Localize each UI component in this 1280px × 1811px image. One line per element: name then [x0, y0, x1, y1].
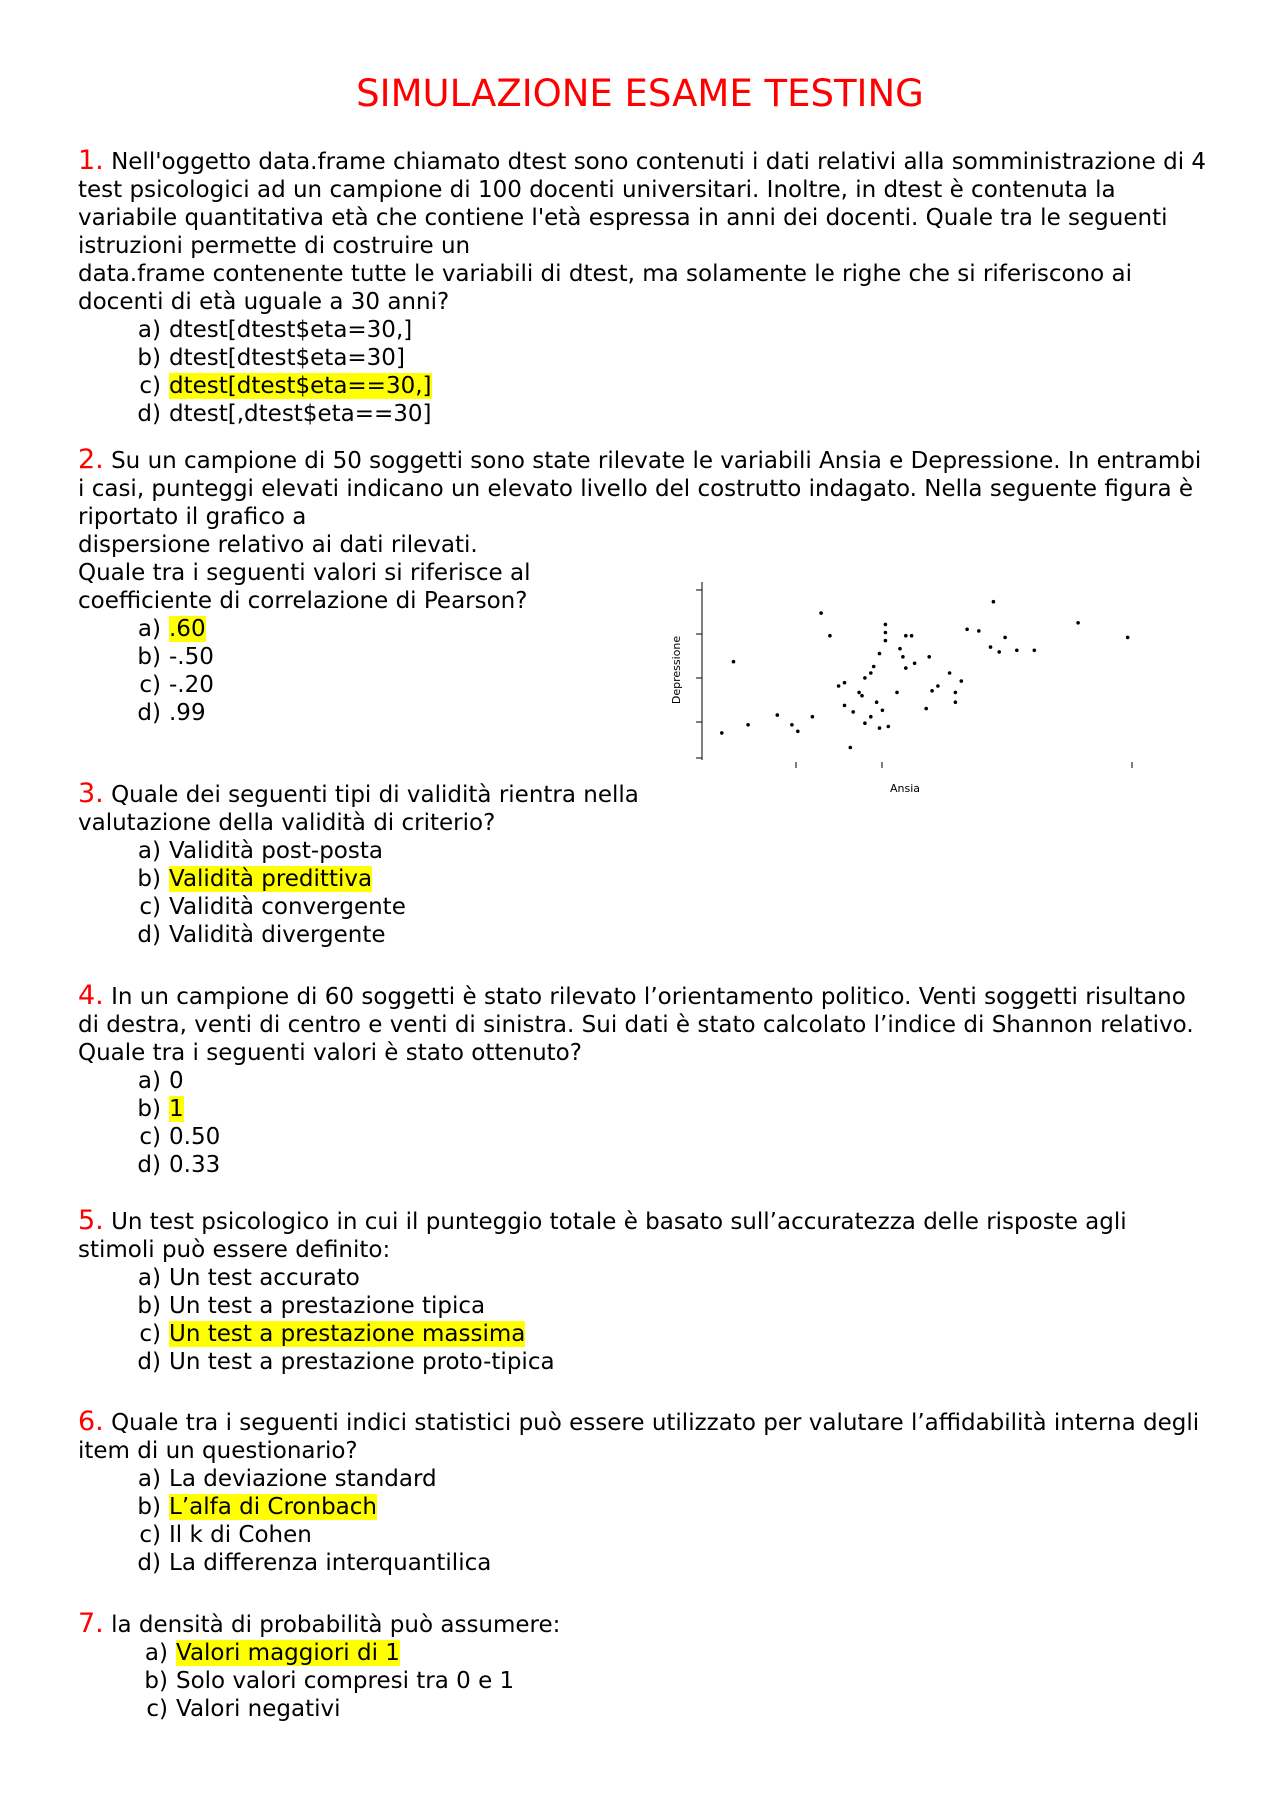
answer-option-a[interactable]: a) .60 — [137, 616, 206, 642]
scatter-point-27 — [884, 623, 888, 627]
answer-option-d[interactable]: d) dtest[,dtest$eta==30] — [137, 401, 432, 427]
answer-option-b[interactable]: b) Un test a prestazione tipica — [137, 1293, 486, 1319]
question-text: 4. In un campione di 60 soggetti è stato rilevato l’orientamento politico. Venti soggetti risultano di destra, venti di centro e venti di sinistra. Sui dati è stato calcolato l’indice di Shannon relativo. Quale tra i seguenti valori è stato ottenuto? — [78, 980, 1194, 1066]
scatter-point-20 — [869, 671, 873, 675]
question-number: 6. — [78, 1406, 104, 1437]
answer-options — [78, 1264, 1208, 1376]
answer-option-a[interactable]: a) dtest[dtest$eta=30,] — [137, 317, 413, 343]
scatter-point-29 — [887, 725, 891, 729]
question-1 — [78, 147, 1208, 428]
question-3 — [78, 780, 698, 949]
question-6 — [78, 1408, 1208, 1577]
scatter-point-35 — [910, 634, 914, 638]
correct-answer-highlight: L’alfa di Cronbach — [169, 1494, 377, 1520]
answer-option-c[interactable]: c) Valori negativi — [146, 1696, 341, 1722]
scatter-point-22 — [875, 700, 879, 704]
scatter-point-38 — [927, 655, 931, 659]
correct-answer-highlight: dtest[dtest$eta==30,] — [169, 373, 432, 399]
question-5 — [78, 1207, 1208, 1376]
scatter-point-41 — [948, 671, 952, 675]
answer-option-d[interactable]: d) 0.33 — [137, 1152, 221, 1178]
answer-option-a[interactable]: a) La deviazione standard — [137, 1466, 437, 1492]
scatter-point-43 — [954, 700, 958, 704]
scatter-point-34 — [904, 634, 908, 638]
scatter-point-9 — [828, 634, 832, 638]
question-text-continued: dispersione relativo ai dati rilevati. — [78, 532, 478, 558]
answer-option-b[interactable]: b) 1 — [137, 1096, 184, 1122]
scatter-point-32 — [901, 655, 905, 659]
scatter-point-30 — [895, 691, 899, 695]
answer-option-b[interactable]: b) -.50 — [137, 644, 214, 670]
scatter-point-10 — [837, 684, 841, 688]
answer-option-d[interactable]: d) .99 — [137, 700, 206, 726]
scatter-point-31 — [898, 647, 902, 651]
question-number: 4. — [78, 980, 104, 1011]
scatter-point-19 — [869, 715, 873, 719]
scatter-point-52 — [1033, 649, 1037, 653]
question-text: 5. Un test psicologico in cui il punteggio totale è basato sull’accuratezza delle risposte agli stimoli può essere definito: — [78, 1205, 1127, 1263]
answer-option-c[interactable]: c) 0.50 — [139, 1124, 221, 1150]
answer-option-b[interactable]: b) Validità predittiva — [137, 866, 373, 892]
scatter-points — [720, 600, 1130, 749]
answer-option-c[interactable]: c) dtest[dtest$eta==30,] — [139, 373, 432, 399]
page-title: SIMULAZIONE ESAME TESTING — [356, 72, 924, 115]
scatter-point-15 — [857, 691, 861, 695]
scatter-point-39 — [930, 689, 934, 693]
scatter-point-46 — [977, 629, 981, 633]
scatter-point-50 — [1003, 636, 1007, 640]
question-text: 7. la densità di probabilità può assumere: — [78, 1608, 561, 1639]
scatter-point-44 — [960, 679, 964, 683]
scatter-point-37 — [924, 707, 928, 711]
x-axis-label: Ansia — [889, 782, 921, 795]
answer-option-c[interactable]: c) Un test a prestazione massima — [139, 1321, 526, 1347]
answer-option-d[interactable]: d) Validità divergente — [137, 922, 386, 948]
answer-option-c[interactable]: c) -.20 — [139, 672, 214, 698]
question-text: 1. Nell'oggetto data.frame chiamato dtest sono contenuti i dati relativi alla somministrazione di 4 test psicologici ad un campione di 100 docenti universitari. Inoltre, in dtest è contenuta la variabile quantitativa età che contiene l'età espressa in anni dei docenti. Quale tra le seguenti istruzioni permette di costruire un — [78, 145, 1207, 259]
answer-option-c[interactable]: c) Validità convergente — [139, 894, 406, 920]
answer-options — [78, 1639, 1208, 1723]
scatter-point-36 — [913, 662, 917, 666]
scatter-point-24 — [878, 652, 882, 656]
scatter-point-33 — [904, 666, 908, 670]
question-number: 3. — [78, 778, 104, 809]
question-text-continued: data.frame contenente tutte le variabili di dtest, ma solamente le righe che si riferiscono ai docenti di età uguale a 30 anni? — [78, 261, 1132, 315]
scatter-point-2 — [732, 660, 736, 664]
scatter-point-6 — [796, 730, 800, 734]
question-text: 3. Quale dei seguenti tipi di validità rientra nella valutazione della validità di criterio? — [78, 778, 639, 836]
correct-answer-highlight: Valori maggiori di 1 — [176, 1640, 400, 1666]
scatter-point-12 — [843, 704, 847, 708]
scatter-point-26 — [884, 631, 888, 635]
y-axis-label: Depressione — [670, 635, 683, 705]
answer-option-b[interactable]: b) L’alfa di Cronbach — [137, 1494, 377, 1520]
answer-options — [78, 1067, 1208, 1179]
scatter-point-1 — [720, 731, 724, 735]
scatter-point-25 — [881, 709, 885, 713]
question-number: 1. — [78, 145, 104, 176]
correct-answer-highlight: 1 — [169, 1096, 184, 1122]
scatter-point-16 — [860, 694, 864, 698]
correct-answer-highlight: Validità predittiva — [169, 866, 373, 892]
answer-option-a[interactable]: a) 0 — [137, 1068, 184, 1094]
scatter-point-5 — [790, 723, 794, 727]
answer-option-d[interactable]: d) Un test a prestazione proto-tipica — [137, 1349, 555, 1375]
scatter-point-7 — [811, 715, 815, 719]
answer-option-a[interactable]: a) Validità post-posta — [137, 838, 383, 864]
scatter-point-48 — [992, 600, 996, 604]
scatter-point-28 — [884, 639, 888, 643]
scatter-point-18 — [863, 676, 867, 680]
answer-options — [78, 316, 1208, 428]
scatter-point-49 — [997, 650, 1001, 654]
scatter-point-11 — [843, 681, 847, 685]
scatter-point-21 — [872, 665, 876, 669]
scatter-point-53 — [1076, 621, 1080, 625]
scatter-point-42 — [954, 691, 958, 695]
question-text-continued: Quale tra i seguenti valori si riferisce al coefficiente di correlazione di Pearson? — [78, 560, 531, 614]
answer-option-a[interactable]: a) Valori maggiori di 1 — [144, 1640, 400, 1666]
scatter-point-51 — [1015, 649, 1019, 653]
answer-option-a[interactable]: a) Un test accurato — [137, 1265, 360, 1291]
answer-option-c[interactable]: c) Il k di Cohen — [139, 1522, 312, 1548]
scatter-point-8 — [819, 611, 823, 615]
question-text: 6. Quale tra i seguenti indici statistici può essere utilizzato per valutare l’affidabilità interna degli item di un questionario? — [78, 1406, 1200, 1464]
scatter-point-54 — [1126, 636, 1130, 640]
answer-option-b[interactable]: b) dtest[dtest$eta=30] — [137, 345, 405, 371]
scatter-point-45 — [965, 628, 969, 632]
question-number: 2. — [78, 444, 104, 475]
scatter-point-13 — [849, 746, 853, 750]
scatter-point-47 — [989, 645, 993, 649]
correct-answer-highlight: .60 — [169, 616, 206, 642]
scatter-point-40 — [936, 684, 940, 688]
scatter-point-3 — [746, 723, 750, 727]
answer-option-d[interactable]: d) La differenza interquantilica — [137, 1550, 492, 1576]
answer-option-b[interactable]: b) Solo valori compresi tra 0 e 1 — [144, 1668, 515, 1694]
question-7 — [78, 1610, 1208, 1723]
correct-answer-highlight: Un test a prestazione massima — [169, 1321, 526, 1347]
scatter-point-17 — [863, 721, 867, 725]
answer-options — [78, 1465, 1208, 1577]
question-number: 7. — [78, 1608, 104, 1639]
answer-options — [78, 837, 698, 949]
scatter-point-23 — [878, 726, 882, 730]
question-text: 2. Su un campione di 50 soggetti sono state rilevate le variabili Ansia e Depressione. In entrambi i casi, punteggi elevati indicano un elevato livello del costrutto indagato. Nella seguente figura è riportato il grafico a — [78, 444, 1202, 530]
scatter-plot — [660, 570, 1160, 810]
question-number: 5. — [78, 1205, 104, 1236]
question-4 — [78, 982, 1208, 1179]
scatter-point-14 — [851, 710, 855, 714]
scatter-point-4 — [776, 713, 780, 717]
